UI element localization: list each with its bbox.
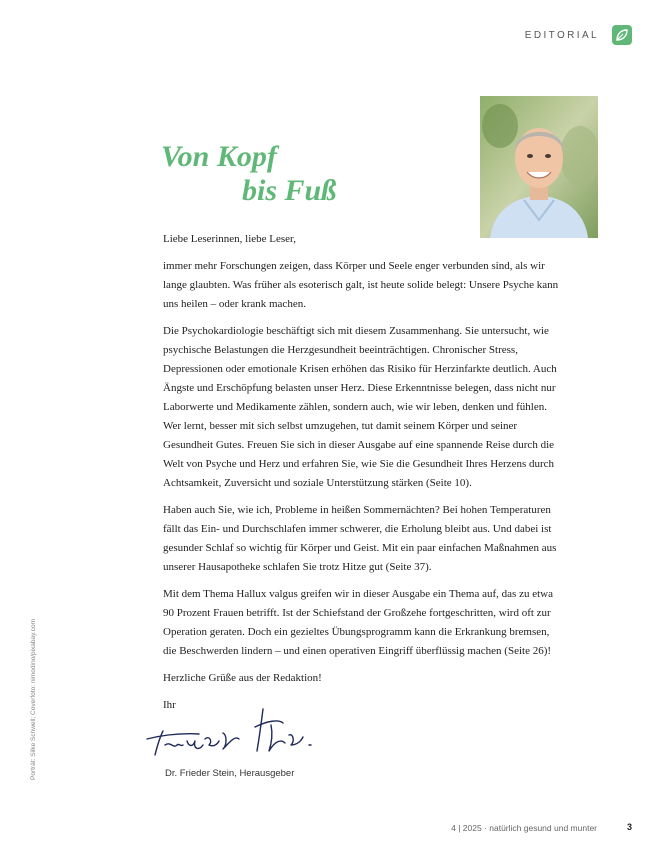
title-line-2: bis Fuß: [242, 174, 337, 207]
closing: Herzliche Grüße aus der Redaktion!: [163, 672, 322, 684]
title-line-1: Von Kopf: [161, 140, 277, 173]
article-title: [161, 140, 336, 208]
paragraph: Haben auch Sie, wie ich, Probleme in heißen Sommernächten? Bei hohen Temperaturen fällt das Ein- und Durchschlafen immer schwerer, die Erholung bleibt aus. Und dabei ist gesunder Schlaf so wichtig für Körper und Geist. Mit ein paar einfachen Maßnahmen aus unserer Hausapotheke schlafen Sie trotz Hitze gut (Seite 37).: [163, 504, 557, 573]
section-label: EDITORIAL: [524, 30, 599, 41]
signer-name: Dr. Frieder Stein, Herausgeber: [165, 768, 295, 779]
author-portrait: [480, 96, 598, 238]
greeting: Liebe Leserinnen, liebe Leser,: [163, 233, 297, 245]
handwritten-signature: [143, 705, 323, 760]
photo-credit: Porträt: Silke Schwell; Coverfoto: nimodino/pixabay.com: [30, 618, 37, 780]
paragraph: Mit dem Thema Hallux valgus greifen wir in dieser Ausgabe ein Thema auf, das zu etwa 90 Prozent Frauen betrifft. Ist der Schiefstand der Großzehe fortgeschritten, wird oft zur Operation geraten. Doch ein gezieltes Übungsprogramm kann die Erkrankung bremsen, die Beschwerden lindern – und einen operativen Eingriff überflüssig machen (Seite 26)!: [163, 588, 553, 657]
leaf-icon: [612, 25, 632, 45]
footer-issue: 4 | 2025 · natürlich gesund und munter: [451, 823, 597, 833]
paragraph: Die Psychokardiologie beschäftigt sich mit diesem Zusammenhang. Sie untersucht, wie psychische Belastungen die Herzgesundheit beeinträchtigen. Chronischer Stress, Depressionen oder emotionale Krisen erhöhen das Risiko für Herzinfarkte deutlich. Auch Ängste und Erschöpfung belasten unser Herz. Diese Erkenntnisse belegen, dass nicht nur Laborwerte und Medikamente zählen, sondern auch, wie wir leben, denken und fühlen. Wer lernt, besser mit sich selbst umzugehen, tut damit seinem Körper und seiner Gesundheit Gutes. Freuen Sie sich in dieser Ausgabe auf eine spannende Reise durch die Welt von Psyche und Herz und erfahren Sie, wie Sie die Gesundheit Ihres Herzens durch Achtsamkeit, Zuversicht und soziale Unterstützung stärken (Seite 10).: [163, 325, 557, 489]
closing-ihr: Ihr: [163, 699, 176, 711]
page-number: 3: [626, 822, 632, 832]
paragraph: immer mehr Forschungen zeigen, dass Körper und Seele enger verbunden sind, als wir lange glaubten. Was früher als esoterisch galt, ist heute solide belegt: Unsere Psyche kann uns heilen – oder krank machen.: [163, 260, 559, 310]
editorial-body: [163, 230, 563, 723]
